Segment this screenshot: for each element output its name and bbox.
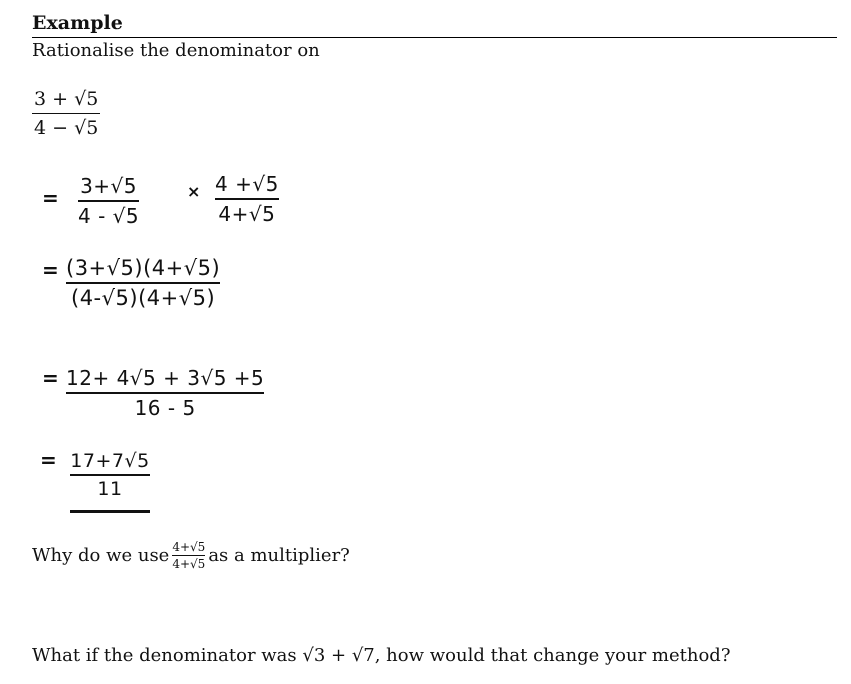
step4-fraction bbox=[70, 450, 150, 513]
fraction-bar bbox=[70, 474, 150, 476]
step1-right-fraction bbox=[215, 172, 279, 226]
multiplier-numerator: 4+√5 bbox=[172, 540, 206, 554]
step2-fraction bbox=[66, 256, 220, 310]
fraction-bar bbox=[78, 200, 139, 202]
step2-numerator: (3+√5)(4+√5) bbox=[66, 256, 221, 280]
equals-sign: = bbox=[40, 448, 57, 472]
fraction-bar bbox=[66, 392, 264, 394]
step3-fraction bbox=[66, 366, 264, 420]
fraction-bar bbox=[32, 113, 100, 114]
step1-left-fraction bbox=[78, 174, 139, 228]
step1-left-numerator: 3+√5 bbox=[80, 174, 138, 198]
intro-text: Rationalise the denominator on bbox=[32, 40, 320, 61]
step4-numerator: 17+7√5 bbox=[70, 450, 150, 472]
given-numerator: 3 + √5 bbox=[34, 88, 99, 110]
step3-numerator: 12+ 4√5 + 3√5 +5 bbox=[66, 366, 265, 390]
multiply-sign: × bbox=[187, 182, 201, 201]
equals-sign: = bbox=[42, 258, 59, 282]
equals-sign: = bbox=[42, 366, 59, 390]
question-what-if: What if the denominator was √3 + √7, how would that change your method? bbox=[32, 645, 731, 666]
step1-left-denominator: 4 - √5 bbox=[78, 204, 140, 228]
step1-right-numerator: 4 +√5 bbox=[215, 172, 279, 196]
equals-sign: = bbox=[42, 186, 59, 210]
example-heading: Example bbox=[32, 12, 123, 34]
question-why-before: Why do we use bbox=[32, 545, 170, 566]
answer-underline bbox=[70, 510, 150, 513]
step1-right-denominator: 4+√5 bbox=[218, 202, 276, 226]
question-why bbox=[32, 540, 350, 571]
step3-denominator: 16 - 5 bbox=[134, 396, 196, 420]
fraction-bar bbox=[66, 282, 220, 284]
step2-denominator: (4-√5)(4+√5) bbox=[71, 286, 216, 310]
fraction-bar bbox=[215, 198, 279, 200]
given-denominator: 4 − √5 bbox=[34, 117, 99, 139]
multiplier-fraction bbox=[172, 540, 205, 571]
step4-denominator: 11 bbox=[97, 478, 123, 500]
fraction-bar bbox=[172, 555, 205, 556]
multiplier-denominator: 4+√5 bbox=[172, 557, 206, 571]
given-fraction bbox=[32, 88, 100, 139]
question-why-after: as a multiplier? bbox=[208, 545, 350, 566]
heading-rule bbox=[32, 37, 837, 38]
